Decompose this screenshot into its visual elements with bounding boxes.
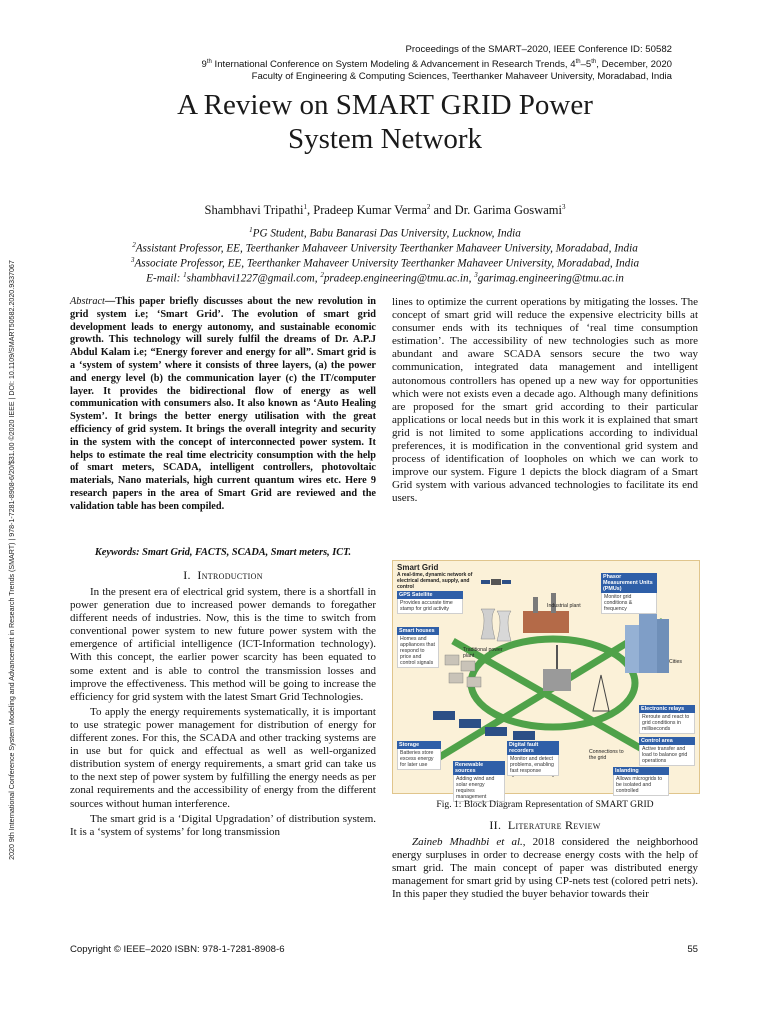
box-renewable-sources: Renewable sources Adding wind and solar energy requires management <box>453 761 505 802</box>
figure-caption: Fig. 1: Block Diagram Representation of SMART GRID <box>436 799 654 810</box>
email-line: E-mail: $^1$shambhavi1227@gmail.com, $^2$pradeep.engineering@tmu.ac.in, $^3$garimag.engineering@tmu.ac.in <box>146 271 624 285</box>
abstract-lead: Abstract <box>70 296 105 307</box>
affiliation-1: $^1$PG Student, Babu Banarasi Das University, Lucknow, India <box>249 226 521 240</box>
label-connections: Connections to the grid <box>589 749 624 761</box>
figure-title: Smart Grid A real-time, dynamic network of electrical demand, supply, and control <box>397 563 473 590</box>
header-line-3: Faculty of Engineering & Computing Sciences, Teerthanker Mahaveer University, Moradabad, India <box>251 71 672 83</box>
keywords: Keywords: Smart Grid, FACTS, SCADA, Smart meters, ICT. <box>94 547 352 558</box>
side-doi-strip <box>0 150 24 970</box>
title-line-2: System Network <box>287 123 483 155</box>
lit-author: Zaineb Mhadhbi et al. <box>412 836 523 848</box>
affiliation-3: $^3$Associate Professor, EE, Teerthanker Mahaveer University Teerthanker Mahaveer University, Moradabad, India <box>130 256 640 270</box>
literature-body: Zaineb Mhadhbi et al., 2018 considered the neighborhood energy surpluses in order to decrease energy costs with the help of smart grid. The main concept of paper was distributed energy management for smart grid by using CP-nets test (colored petri nets). In this paper they studied the buyer behavior towards their <box>392 836 698 901</box>
label-industrial-plant: Industrial plant <box>547 603 581 609</box>
smart-grid-figure <box>392 560 700 800</box>
box-pmu: Phasor Measurement Units (PMUs) Monitor grid conditions & frequency <box>601 573 657 614</box>
intro-paragraph-2: To apply the energy requirements systematically, it is important to use strategic power management for distribution of energy for different zones. For this, the SCADA and other tracking systems are in use but for quick and effectual as well as well-organized distribution system of energy requirements, a smart grid can take us to the next step of power system by fulfilling the energy needs as per zonal requirements and the accessibility of energy from the different sources without human interference. <box>70 705 376 810</box>
page-number: 55 <box>687 944 698 955</box>
box-digital-fault-recorders: Digital fault recorders Monitor and detect problems, enabling fast response <box>507 741 559 776</box>
header-line-1: Proceedings of the SMART–2020, IEEE Conference ID: 50582 <box>405 44 672 55</box>
intro-heading: I. Introduction <box>183 568 263 582</box>
box-electronic-relays: Electronic relays Reroute and react to grid conditions in milliseconds <box>639 705 695 734</box>
box-islanding: Islanding Allows microgrids to be isolated and controlled <box>613 767 669 796</box>
box-smart-houses: Smart houses Homes and appliances that respond to price and control signals <box>397 627 439 668</box>
label-power-plant: Traditional power plant <box>463 647 503 659</box>
title-line-1: A Review on SMART GRID Power <box>177 89 593 121</box>
box-control-area: Control area Active transfer and load to balance grid operations <box>639 737 695 766</box>
label-cities: Cities <box>669 659 682 665</box>
box-storage: Storage Batteries store excess energy for later use <box>397 741 441 770</box>
intro-paragraph-1: In the present era of electrical grid system, there is a shortfall in power generation due to increased power demands to foregather different needs of industries. Now, this is the time to switch from conventional power system to new future power system with the emergence of artificial intelligence (ICT-Information technology). With this concept, the earlier power scarcity has been equated to some extent and is able to control the transmission losses and improve the effectiveness. This method will be going to increase the efficiency for grid system with the latest Smart Grid Technologies. <box>70 586 376 703</box>
footer-copyright: Copyright © IEEE–2020 ISBN: 978-1-7281-8908-6 <box>70 944 285 955</box>
side-doi-text: 2020 9th International Conference System Modeling and Advancement in Research Trends (SMART) | 978-1-7281-8908-6/20/$31.00 ©2020 IEEE | DOI: 10.1109/SMART50582.2020.9337067 <box>8 260 16 860</box>
abstract <box>70 296 376 514</box>
right-column-text: lines to optimize the current operations by mitigating the losses. The concept of smart grid will reduce the expensive electricity bills at consumer ends with its techniques of ‘real time consumption estimation’. The accessibility of new technologies such as more abundant and aware SCADA sensors secure the two way communication, integrated data management and intelligent autonomous controllers has opened up a new way for opportunities which were not exists even a decade ago. Although many definitions are proposed for the smart grid according to their particular applications or local needs but in this work it is explained that smart grid is not limited to some applications according to individual preferences, it is modification in the conventional grid system and process of identification of loopholes on which we can work to improve our system. Figure 1 depicts the block diagram of a Smart Grid system with various advanced technologies to facilitate its end users. <box>392 296 698 505</box>
header-line-2: 9th International Conference on System Modeling & Advancement in Research Trends, 4th–5th, December, 2020 <box>201 59 672 71</box>
abstract-body: —This paper briefly discusses about the new revolution in grid system i.e; ‘Smart Grid’. The evolution of smart grid development leads to energy autonomy, and sustainable economic growth. This technology will surely fulfil the dreams of Dr. A.P.J Abdul Kalam i.e; “Energy forever and energy for all”. Smart grid is a ‘system of system’ where it consists of three layers, (a) the power and energy level (b) the communication layer (c) the IT/computer layer. It provides the bidirectional flow of energy as well communication with consumers also. It also known as ‘Auto Healing System’. It brings the better energy utilisation with the great efficiency of grid system. It brings the overall integrity and security in the system with the concept of interconnected power system. It helps to estimate the real time electricity consumption with the help of smart meters, SCADA, intelligent controllers, photovoltaic materials, Nano materials, high current quantum wires etc. Here 9 research papers in the area of Smart Grid are reviewed and the validation table has been compiled. <box>70 296 376 512</box>
intro-paragraph-3: The smart grid is a ‘Digital Upgradation’ of distribution system. It is a ‘system of systems’ for long transmission <box>70 812 376 838</box>
box-gps-satellite: GPS Satellite Provides accurate time stamp for grid activity <box>397 591 463 614</box>
intro-body <box>70 586 376 841</box>
conference-header <box>150 44 672 83</box>
author-line: Shambhavi Tripathi$^1$, Pradeep Kumar Verma$^2$ and Dr. Garima Goswami$^3$ <box>204 203 566 218</box>
paper-title <box>120 88 650 156</box>
affiliation-2: $^2$Assistant Professor, EE, Teerthanker Mahaveer University Teerthanker Mahaveer University, Moradabad, India <box>132 241 638 255</box>
literature-heading: II. Literature Review <box>489 818 601 832</box>
